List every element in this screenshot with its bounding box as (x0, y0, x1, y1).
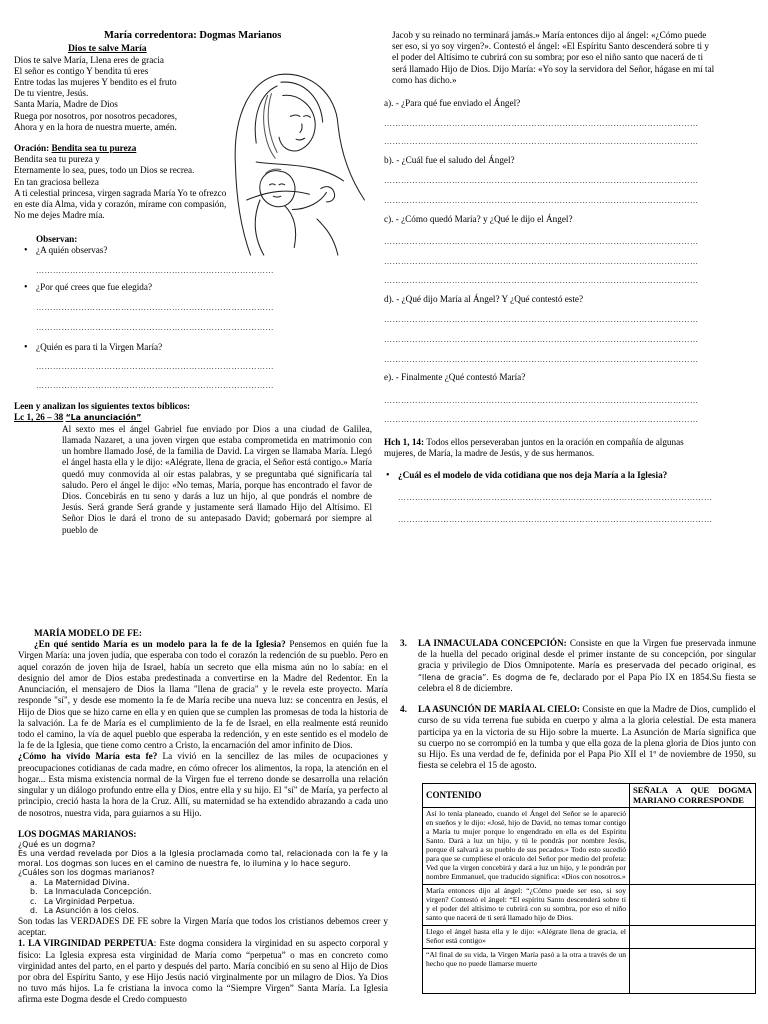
table-row (423, 884, 756, 925)
question-d: d). - ¿Qué dijo María al Ángel? Y ¿Qué contestó este? (384, 294, 584, 304)
prayer-line: De tu vientre, Jesús. (14, 88, 89, 99)
item-number: 1. (18, 938, 25, 949)
hch-reference: Hch 1, 14: (384, 437, 425, 448)
question-e: e). - Finalmente ¿Qué contestó María? (384, 372, 526, 383)
list-letter: d. (30, 906, 38, 916)
dogma-list-item (30, 906, 388, 916)
answer-line[interactable]: ………………………………………………………………………… (36, 322, 274, 332)
question-block (384, 372, 716, 425)
answer-line[interactable]: ………………………………………………………………………………………………… (384, 315, 699, 325)
item-end: declarado por el Papa Pío IX en 1854.Su fiesta se celebra el 8 de diciembre. (418, 671, 756, 693)
item-text: : Este dogma considera la virginidad en su aspecto corporal y físico: La Iglesia expresa esta virginidad de María como “perpetua” o mas en concreto como virginidad antes del parto, en el parto y después del parto. María concibió en su seno al Hijo de Dios por obra del Espíritu Santo, y ese Hijo Jesús nació virginalmente por un milagro de Dios. Ya Dios no tuvo más hijos. La fe cristiana la invoca como la “Siempre Virgen” Santa María. La Iglesia afirma este Dogma desde el Credo compuesto (18, 938, 388, 1005)
hch-passage (384, 437, 716, 459)
prayer-line: Ruega por nosotros, por nosotros pecadores, (14, 110, 178, 121)
table-header-dogma: SEÑALA A QUE DOGMA MARIANO CORRESPONDE (630, 784, 756, 808)
answer-line[interactable]: ………………………………………………………………………………………………… (384, 236, 699, 246)
answer-line[interactable]: ………………………………………………………………………………………………… (384, 354, 699, 364)
prayer-line: Santa María, Madre de Dios (14, 99, 118, 110)
modelo-paragraph-2 (18, 751, 388, 818)
answer-line[interactable]: ………………………………………………………………………… (36, 302, 274, 312)
observation-questions (14, 245, 376, 391)
table-cell-content: “Al final de su vida, la Virgen María pasó a la otra a través de un hecho que no puede llamarse muerte (423, 948, 630, 993)
oracion-line: A ti celestial princesa, virgen sagrada María Yo te ofrezco en este día Alma, vida y corazón, mírame con compasión, No me dejes Madre mía. (14, 187, 227, 221)
answer-line[interactable]: ………………………………………………………………………………………………… (384, 137, 699, 147)
bible-continuation: Jacob y su reinado no terminará jamás.» María entonces dijo al ángel: «¿Cómo puede ser eso, si yo soy virgen?». Contestó el ángel: «El Espíritu Santo descenderá sobre ti y el poder del Altísimo te cubrirá con su sombra; por eso el niño santo que nacerá de ti será llamado Hijo de Dios. Dijo María: «Yo soy la servidora del Señor, hágase en mí tal como has dicho.» (392, 30, 715, 85)
modelo-de-fe-heading: MARÍA MODELO DE FE: (34, 628, 142, 638)
dogma-list (18, 878, 388, 916)
dogma-list-item (30, 887, 388, 897)
item-title: LA ASUNCIÓN DE MARÍA AL CIELO: (418, 704, 580, 715)
modelo-text-2: La vivió en la sencillez de las miles de ocupaciones y preocupaciones cotidianas de cada madre, en cómo ofrecer los alimentos, la ropa, la atención en el hogar... Esta misma existencia normal de la Virgen fue el terreno donde se desarrolla una relación singular y un diálogo profundo entre ella y Dios, entre ella y su hijo. El "sí" de María, ya perfecto al principio, creció hasta la hora de la Cruz. Allí, su maternidad se ha extendido abrazando a cada uno de nosotros, nuestra vida, para guiarnos a su Hijo. (18, 751, 388, 818)
dogmas-heading: LOS DOGMAS MARIANOS: (18, 828, 137, 839)
table-cell-answer[interactable] (630, 808, 756, 885)
table-cell-answer[interactable] (630, 884, 756, 925)
bottom-left-column (18, 628, 388, 1006)
table-cell-content: María entonces dijo al ángel: “¿Cómo puede ser eso, si soy virgen? Contestó el ángel: “El espíritu Santo descenderá sobre ti y el poder del altísimo te cubrirá con su sombra, por eso el niño santo que nacerá de ti será llamado hijo de Dios. (423, 884, 630, 925)
list-letter: c. (30, 896, 37, 906)
observan-heading: Observan: (36, 233, 78, 244)
answer-line[interactable]: ………………………………………………………………………………………………… (384, 415, 699, 425)
modelo-text-1: Pensemos en quién fue la Virgen María: una joven judía, que esperaba con todo el corazón la redención de su pueblo. Pero en aquel corazón de joven hija de Israel, había un secreto que ella misma aún no lo sabía: en el designio del amor de Dios estaba predestinada a convertirse en la Madre del Redentor. En la Anunciación, el mensajero de Dios la llama "llena de gracia" y le revela este proyecto. María responde "sí", y desde ese momento la fe de María recibe una nueva luz: se concentra en Jesús, el Hijo de Dios que se hizo carne en ella y en quien que se cumplen las promesas de toda la historia de la salvación. La fe de María es el cumplimiento de la fe de Israel, en ella realmente está reunido todo el camino, la vía de aquel pueblo que esperaba la redención, y en este sentido es el modelo de la fe de la Iglesia, que tiene como centro a Cristo, la encarnación del amor infinito de Dios. (18, 639, 389, 751)
item-text: Consiste en que la Virgen fue preservada inmune de la huella del pecado original desde el primer instante de su concepción, por singular gracia y privilegio de Dios Omnipotente. (418, 638, 757, 671)
answer-line[interactable]: ………………………………………………………………………………………………… (384, 256, 699, 266)
question-text: ¿A quién observas? (36, 244, 108, 255)
question-text: ¿Cuál es el modelo de vida cotidiana que nos deja María a la Iglesia? (398, 469, 668, 480)
answer-line[interactable]: ………………………………………………………………………………………………… (384, 176, 699, 186)
dogma-item-4 (400, 704, 756, 771)
answer-line[interactable]: ………………………………………………………………………… (36, 361, 274, 371)
final-question (398, 470, 716, 481)
item-title: LA INMACULADA CONCEPCIÓN: (418, 638, 567, 648)
oracion-line: Eternamente lo sea, pues, todo un Dios se recrea. (14, 165, 195, 176)
answer-line[interactable]: ………………………………………………………………………………………………… (384, 195, 699, 205)
item-number: 4. (400, 704, 407, 715)
final-question-list (384, 470, 716, 481)
reference-title: “La anunciación” (65, 413, 142, 423)
item-highlight: María es preservada del pecado original, es “llena de gracia”. Es dogma de fe, (418, 661, 756, 682)
answer-line[interactable]: ………………………………………………………………………………………………… (384, 119, 699, 129)
virgin-mary-image (222, 62, 374, 262)
cuales-dogmas: ¿Cuáles son los dogmas marianos? (18, 868, 155, 878)
modelo-paragraph-1 (18, 639, 388, 751)
bottom-right-column (400, 638, 756, 994)
answer-line[interactable]: ………………………………………………………………………………………………… (398, 514, 713, 524)
dogma-item-1 (18, 938, 388, 1005)
question-block (384, 294, 716, 364)
son-todas-text: Son todas las VERDADES DE FE sobre la Virgen María que todos los cristianos debemos creer y aceptar. (18, 915, 388, 938)
question-block (384, 98, 716, 147)
prayer-subtitle: Dios te salve María (68, 42, 147, 54)
table-row (423, 925, 756, 948)
dogma-list-item (30, 897, 388, 907)
page-title: María corredentora: Dogmas Marianos (104, 30, 282, 41)
item-text: Consiste en que la Madre de Dios, cumplido el curso de su vida terrena fue subida en cuerpo y alma a la gloria celestial. De esta manera participa ya en la victoria de su Hijo sobre la muerte. La Asunción de María significa que su cuerpo no se corrompió en la tumba y que ella goza de la plena gloria de Dios junto con su Hijo. Es una verdad de fe, definida por el Papa Pio XII el 1º de noviembre de 1950, su fiesta se celebra el 15 de agosto. (418, 704, 756, 771)
ave-maria-prayer (14, 55, 224, 134)
prayer-line: Dios te salve María, Llena eres de gracia (14, 54, 164, 65)
item-title: LA VIRGINIDAD PERPETUA (28, 938, 154, 949)
oracion-line: Bendita sea tu pureza y (14, 154, 100, 165)
dogma-matching-table (422, 783, 756, 993)
observation-question (36, 282, 376, 333)
question-block (384, 155, 716, 206)
question-a: a). - ¿Para qué fue enviado el Ángel? (384, 98, 521, 109)
table-cell-answer[interactable] (630, 925, 756, 948)
question-text: ¿Por qué crees que fue elegida? (36, 281, 153, 292)
answer-line[interactable]: ………………………………………………………………………………………………… (384, 395, 699, 405)
dogma-definition: Es una verdad revelada por Dios a la Iglesia proclamada como tal, relacionada con la fe y la moral. Los dogmas son luces en el camino de nuestra fe, lo ilumina y lo hace seguro. (18, 849, 388, 868)
bible-reference (14, 412, 376, 423)
table-header-contenido: CONTENIDO (423, 784, 630, 808)
hch-text: Todos ellos perseveraban juntos en la oración en compañía de algunas mujeres, de María, la madre de Jesús, y de sus hermanos. (384, 437, 684, 459)
list-text: La Asunción a los cielos. (44, 906, 139, 916)
table-cell-content: Así lo tenía planeado, cuando el Ángel del Señor se le apareció en sueños y le dijo: «José, hijo de David, no temas tomar contigo a María tu mujer porque lo engendrado en ella es del Espíritu Santo. Dará a luz un hijo, y tú le pondrás por nombre Jesús, porque él salvará a su pueblo de sus pecados.» Todo esto sucedió para que se cumpliese el oráculo del Señor por medio del profeta: Ved que la virgen concebirá y dará a luz un hijo, y le pondrán por nombre Emmanuel, que traducido significa: «Dios con nosotros.» (423, 808, 630, 885)
answer-line[interactable]: ………………………………………………………………………… (36, 381, 274, 391)
question-block (384, 214, 716, 286)
answer-line[interactable]: ………………………………………………………………………………………………… (384, 334, 699, 344)
table-row (423, 808, 756, 885)
list-letter: a. (30, 877, 38, 887)
dogma-list-item (30, 878, 388, 888)
answer-line[interactable]: ………………………………………………………………………………………………… (384, 276, 699, 286)
top-right-column (384, 30, 716, 524)
dogma-item-3 (400, 638, 756, 694)
bible-text: Al sexto mes el ángel Gabriel fue enviado por Dios a una ciudad de Galilea, llamada Nazaret, a una joven virgen que estaba comprometida en matrimonio con un hombre llamado José, de la familia de David. La virgen se llamaba María. Llegó el ángel hasta ella y le dijo: «Alégrate, llena de gracia, el Señor está contigo.» María quedó muy conmovida al oír estas palabras, y se preguntaba qué significaría tal saludo. Pero el ángel le dijo: «No temas, María, porque has encontrado el favor de Dios. Concebirás en tu seno y darás a luz un hijo, al que pondrás el nombre de Jesús. Será grande Será grande y justamente será llamado Hijo del Altísimo. El Señor Dios le dará el trono de su antepasado David; gobernará por siempre al pueblo de (62, 423, 372, 535)
answer-line[interactable]: ………………………………………………………………………………………………… (398, 492, 713, 502)
modelo-question-2: ¿Cómo ha vivido María esta fe? (18, 751, 158, 762)
list-letter: b. (30, 887, 38, 897)
item-number: 3. (400, 638, 407, 648)
list-text: La Virginidad Perpetua. (44, 896, 135, 906)
table-cell-answer[interactable] (630, 948, 756, 993)
modelo-question-1: ¿En qué sentido María es un modelo para la fe de la Iglesia? (34, 639, 286, 650)
prayer-line: Ahora y en la hora de nuestra muerte, amén. (14, 121, 177, 132)
oracion-text (14, 154, 230, 221)
oracion-title: Bendita sea tu pureza (51, 143, 137, 154)
oracion-line: En tan graciosa belleza (14, 176, 99, 187)
answer-line[interactable]: ………………………………………………………………………… (36, 266, 274, 275)
question-b: b). - ¿Cuál fue el saludo del Ángel? (384, 154, 515, 165)
table-header-row (423, 784, 756, 808)
reference: Lc 1, 26 – 38 (14, 412, 64, 423)
oracion-label: Oración: (14, 143, 50, 154)
table-cell-content: Llego el ángel hasta ella y le dijo: «Alégrate llena de gracia, el Señor está contigo» (423, 925, 630, 948)
table-row (423, 948, 756, 993)
prayer-line: Entre todas las mujeres Y bendito es el fruto (14, 76, 177, 87)
list-text: La Maternidad Divina. (44, 877, 130, 887)
list-text: La Inmaculada Concepción. (44, 887, 152, 897)
observation-question (36, 342, 376, 391)
que-es-dogma: ¿Qué es un dogma? (18, 839, 96, 849)
question-c: c). - ¿Cómo quedó María? y ¿Qué le dijo el Ángel? (384, 213, 573, 224)
leen-heading: Leen y analizan los siguientes textos bíblicos: (14, 401, 191, 412)
question-text: ¿Quién es para ti la Virgen María? (36, 342, 163, 353)
prayer-line: El señor es contigo Y bendita tú eres (14, 65, 149, 76)
